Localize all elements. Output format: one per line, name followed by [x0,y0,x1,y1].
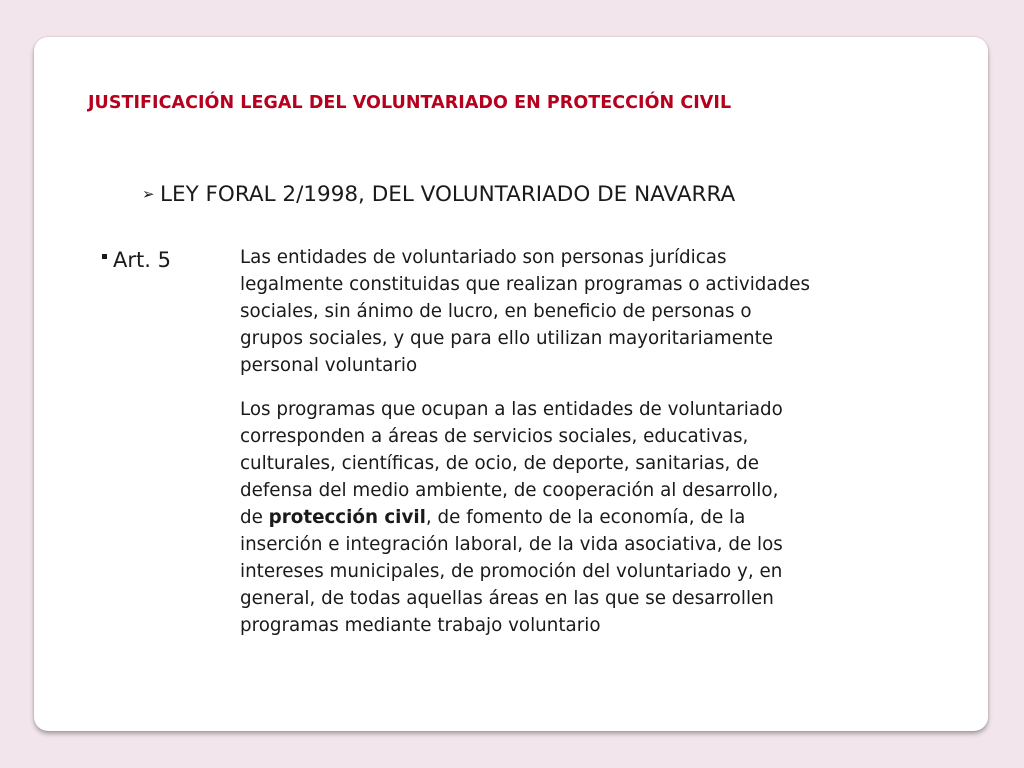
paragraph-line: defensa del medio ambiente, de cooperación al desarrollo, [240,480,779,501]
paragraph-line: inserción e integración laboral, de la vida asociativa, de los [240,534,783,555]
emphasis-proteccion-civil: protección civil [268,507,426,528]
paragraph-line: culturales, científicas, de ocio, de deporte, sanitarias, de [240,453,759,474]
slide-title: JUSTIFICACIÓN LEGAL DEL VOLUNTARIADO EN PROTECCIÓN CIVIL [88,93,732,113]
paragraph-line: grupos sociales, y que para ello utilizan mayoritariamente [240,328,773,349]
article-label [102,248,171,272]
paragraph-line: programas mediante trabajo voluntario [240,615,601,636]
text-after-emphasis: , de fomento de la economía, de la [425,507,746,528]
paragraph-line: Las entidades de voluntariado son personas jurídicas [240,247,727,268]
paragraph-line: personal voluntario [240,355,418,376]
square-bullet-icon [102,254,107,259]
paragraph-line: sociales, sin ánimo de lucro, en beneficio de personas o [240,301,752,322]
paragraph-line: intereses municipales, de promoción del voluntariado y, en [240,561,783,582]
paragraph-line-with-emphasis [240,504,960,531]
text-before-emphasis: de [240,507,269,528]
article-paragraph-1 [240,244,960,379]
slide-card [34,37,988,731]
arrow-bullet-icon: ➢ [142,184,155,203]
paragraph-line: general, de todas aquellas áreas en las que se desarrollen [240,588,774,609]
article-number: Art. 5 [113,248,171,272]
paragraph-line: Los programas que ocupan a las entidades de voluntariado [240,399,783,420]
law-heading [142,182,735,207]
paragraph-line: legalmente constituidas que realizan programas o actividades [240,274,810,295]
paragraph-line: corresponden a áreas de servicios sociales, educativas, [240,426,749,447]
law-heading-text: LEY FORAL 2/1998, DEL VOLUNTARIADO DE NAVARRA [160,182,736,207]
article-paragraph-2 [240,396,960,639]
article-body [240,244,960,639]
